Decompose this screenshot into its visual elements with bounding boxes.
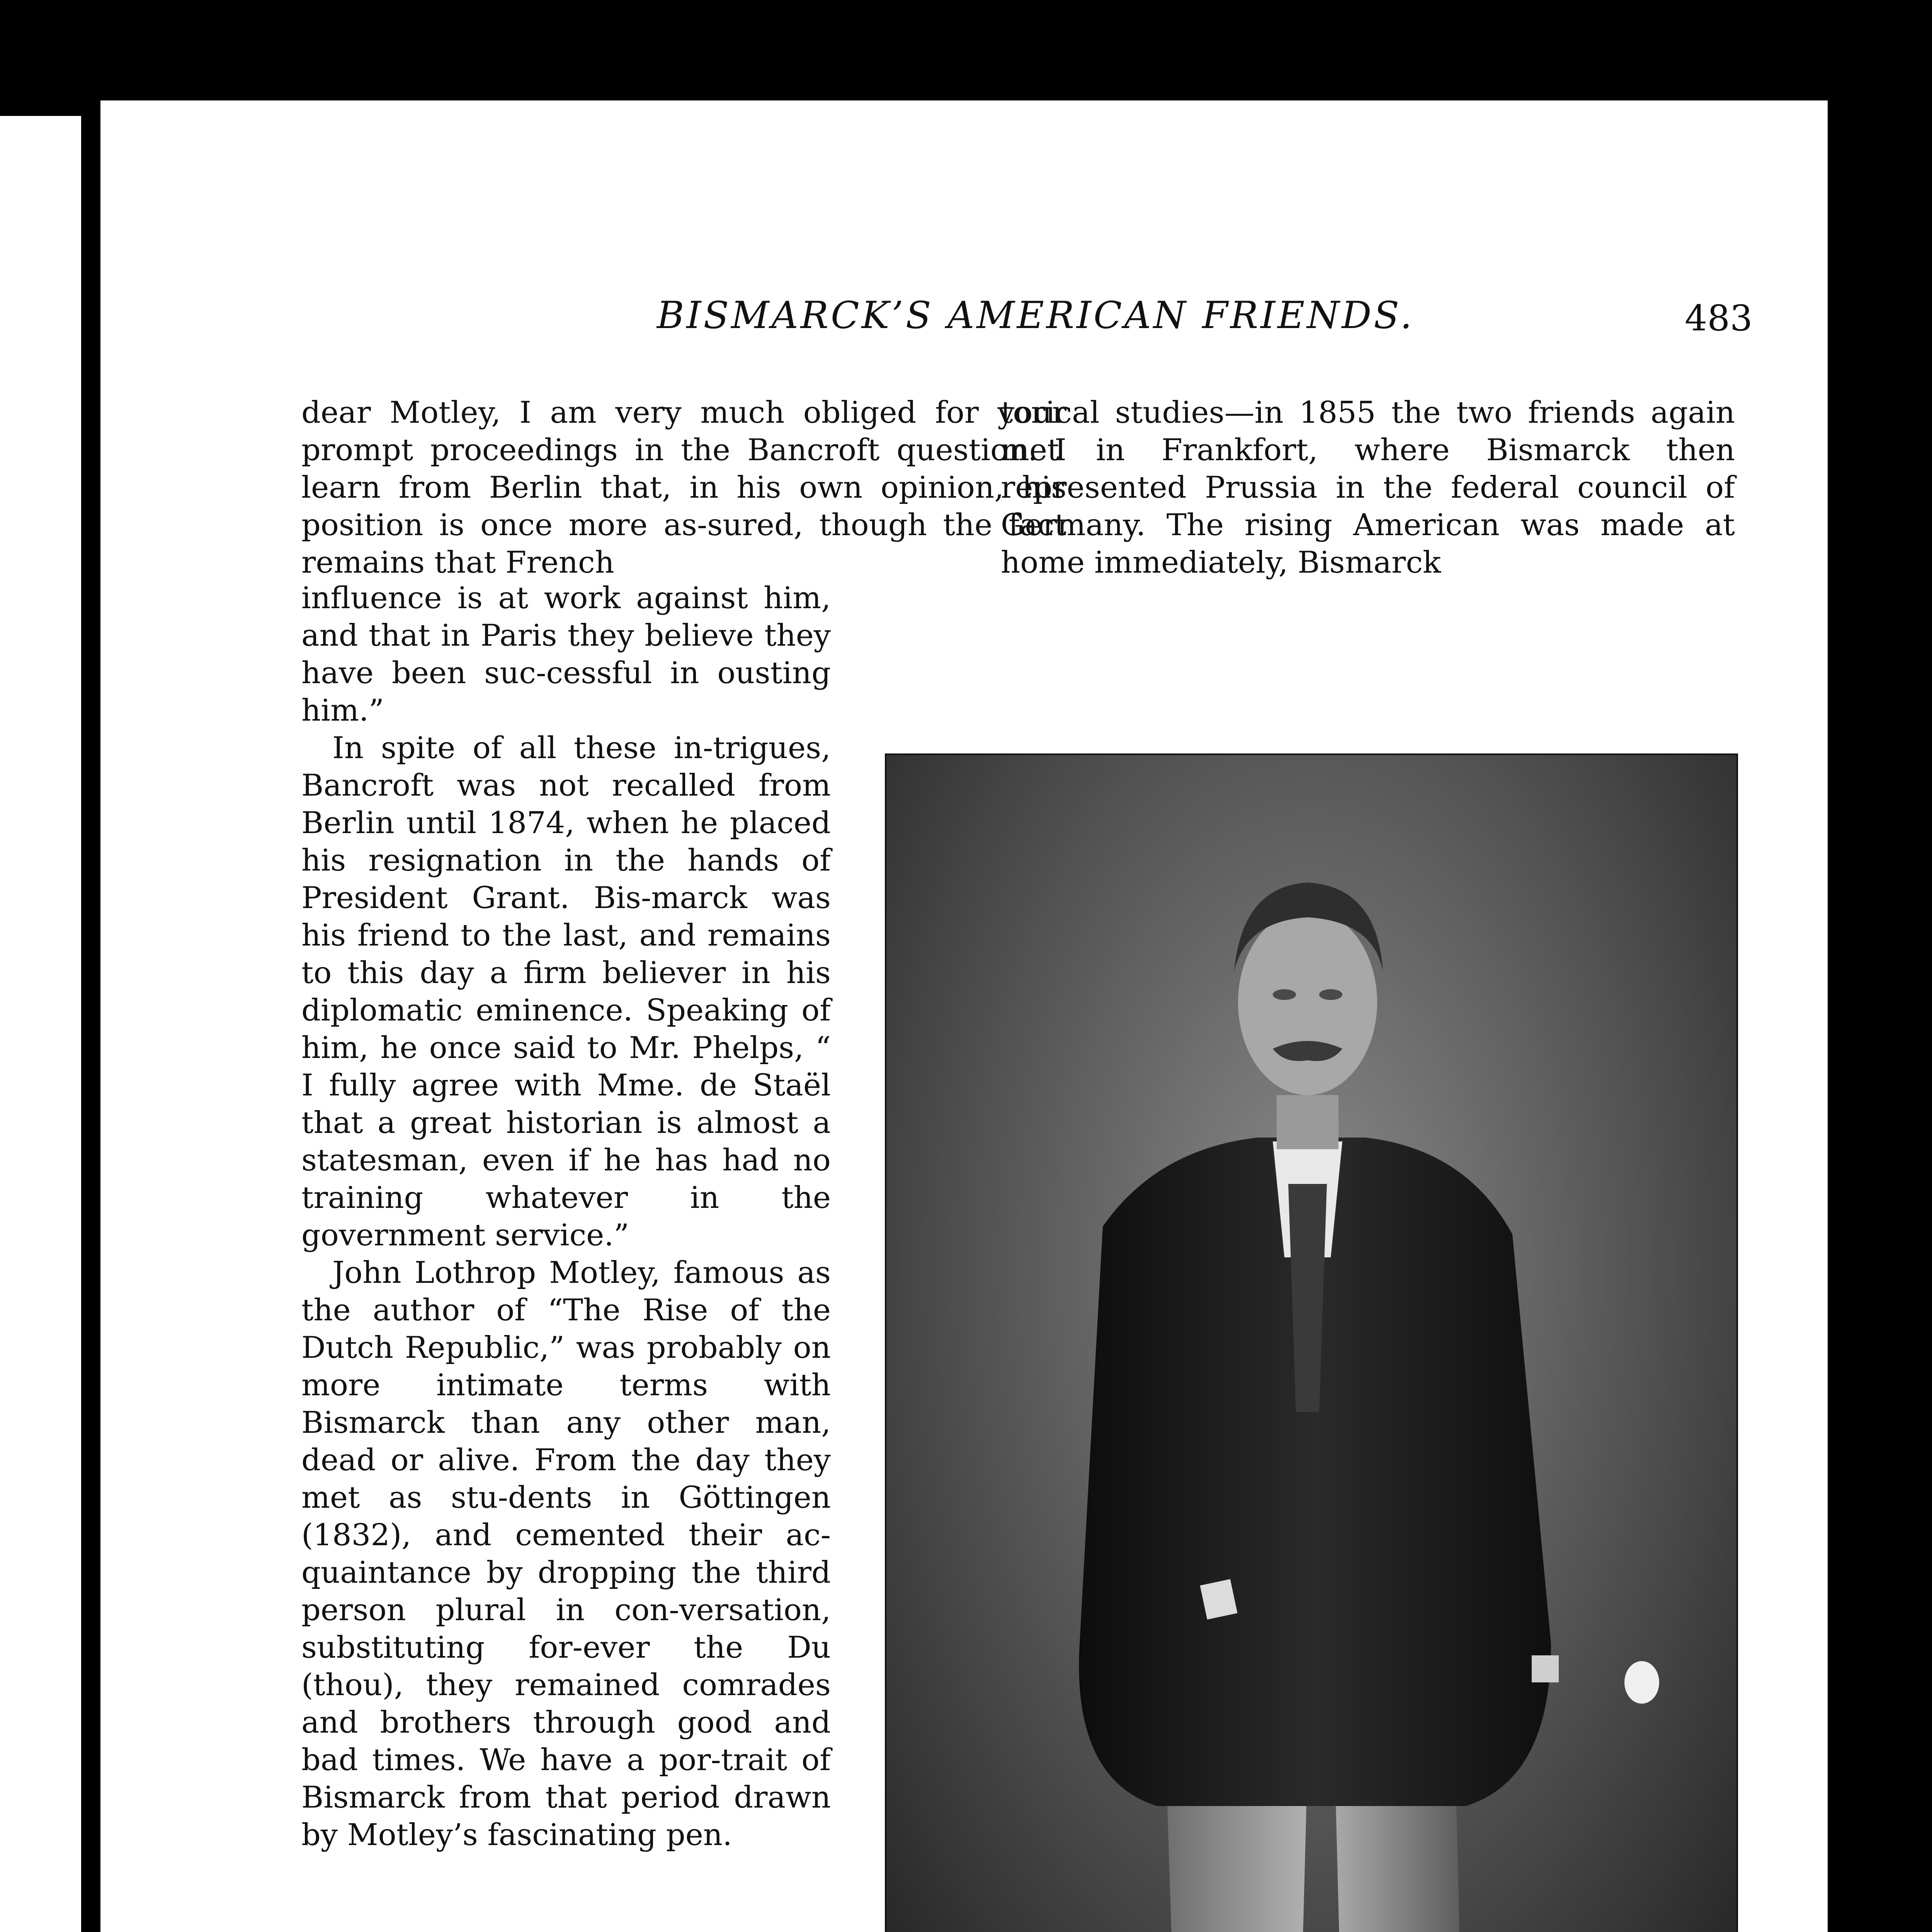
paragraph: John Lothrop Motley, famous as the author of “The Rise of the Dutch Republic,” was probably on more intimate terms with Bismarck than any other man, dead or alive. From the day they met as stu-dents in Göttingen (1832), and cemented their ac-quaintance by dropping the third person plural in con-versation, substituting for-ever the Du (thou), they remained comrades and brothers through good and bad times. We have a por-trait of Bismarck from that period drawn by Motley’s fascinating pen. — [301, 1255, 831, 1852]
paragraph: In spite of all these in-trigues, Bancroft was not recalled from Berlin until 1874, when he placed his resignation in the hands of President Grant. Bis-marck was his friend to the last, and remains to this day a firm believer in his diplomatic eminence. Speaking of him, he once said to Mr. Phelps, “ I fully agree with Mme. de Staël that a great historian is almost a statesman, even if he has had no training whatever in the government service.” — [301, 731, 831, 1253]
left-column-top — [301, 394, 1066, 582]
paragraph: influence is at work against him, and that in Paris they believe they have been suc-cessful in ousting him.” — [301, 581, 831, 728]
page-gutter — [81, 0, 100, 1932]
page-number: 483 — [1685, 298, 1753, 339]
portrait-photo — [885, 753, 1738, 1932]
left-column-narrow — [301, 580, 831, 1854]
right-column-top — [1001, 394, 1735, 582]
paragraph: torical studies—in 1855 the two friends again met in Frankfort, where Bismarck then represented Prussia in the federal council of Germany. The rising American was made at home immediately, Bismarck — [1001, 395, 1735, 580]
paragraph: dear Motley, I am very much obliged for your prompt proceedings in the Bancroft question. I learn from Berlin that, in his own opinion, his position is once more as-sured, though the fact remains that French — [301, 395, 1066, 580]
portrait-figure — [886, 755, 1736, 1932]
running-header: BISMARCK’S AMERICAN FRIENDS. — [656, 294, 1415, 337]
book-page — [100, 100, 1828, 1932]
adjacent-page-edge — [0, 116, 81, 1932]
